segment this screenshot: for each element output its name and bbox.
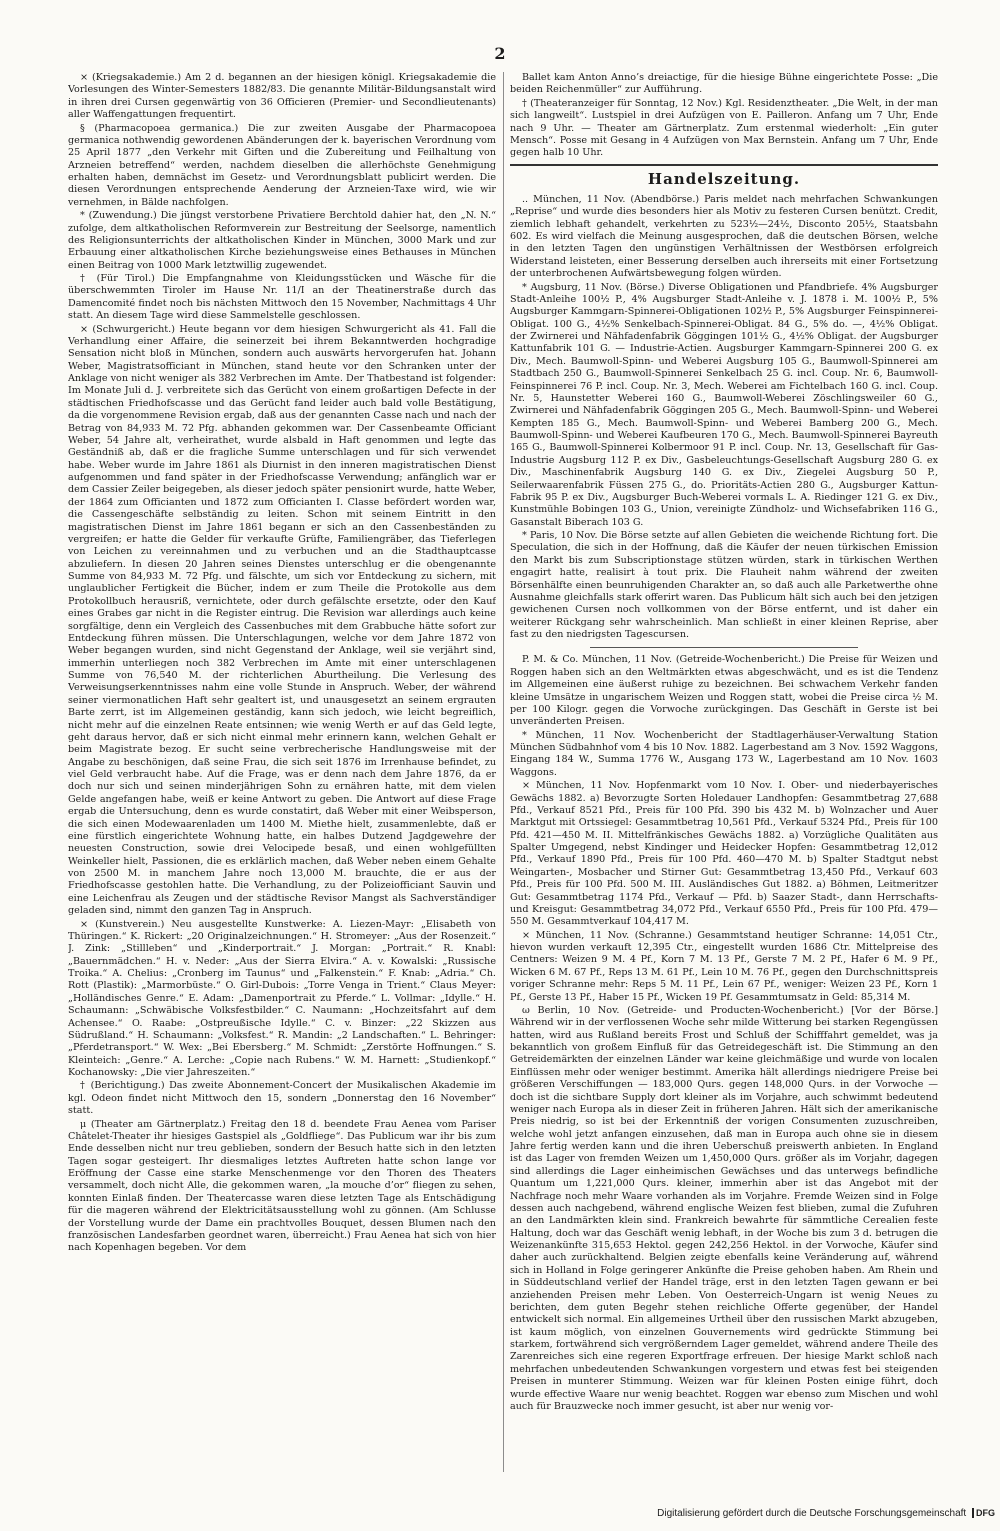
market-report: .. München, 11 Nov. (Abendbörse.) Paris meldet nach mehrfachen Schwankungen „Reprise“ und wurde dies besonders hier als Motiv zu festeren Cursen benützt. Credit, ziemlich lebhaft gehandelt, verkehrten zu 523½—24½, Disconto 205½, Staatsbahn 602. Es wird vielfach die Meinung ausgesprochen, daß die deutschen Börsen, welche in den letzten Tagen den ungünstigen Verhältnissen der Westbörsen erfolgreich Widerstand leisteten, einer Besserung derselben auch ihrerseits mit einer Fortsetzung der unterbrochenen Aufwärtsbewegung folgen würden.	[510, 193, 938, 280]
column-rule	[503, 72, 504, 1472]
article-paragraph: μ (Theater am Gärtnerplatz.) Freitag den 18 d. beendete Frau Aenea vom Pariser Châtelet-Theater ihr hiesiges Gastspiel als „Goldfliege“. Das Publicum war ihr bis zum Ende desselben nicht nur treu geblieben, sondern der Besuch hatte sich in den letzten Tagen sogar gesteigert. Ihr diesmaliges letztes Auftreten hatte schon lange vor Eröffnung der Casse eine starke Menschenmenge vor den Thoren des Theaters versammelt, doch nicht Alle, die gekommen waren, „la mouche d’or“ fliegen zu sehen, konnten Einlaß finden. Der Theatercasse waren diese letzten Tage als Entschädigung für die mageren während der Elektricitätsausstellung wohl zu gönnen. (Am Schlusse der Vorstellung wurde der Dame ein prachtvolles Bouquet, dessen Blumen nach den französischen Landesfarben geordnet waren, überreicht.) Frau Aenea hat sich von hier nach Kopenhagen begeben. Vor dem	[68, 1118, 496, 1254]
divider-rule	[590, 647, 858, 648]
article-paragraph: † (Berichtigung.) Das zweite Abonnement-Concert der Musikalischen Akademie im kgl. Odeon findet nicht Mittwoch den 15, sondern „Donnerstag den 16 November“ statt.	[68, 1080, 496, 1117]
market-reports-2	[510, 654, 938, 1413]
footer-text: Digitalisierung gefördert durch die Deutsche Forschungsgemeinschaft	[657, 1508, 967, 1519]
article-paragraph: † (Für Tirol.) Die Empfangnahme von Kleidungsstücken und Wäsche für die überschwemmten Tiroler im Hause Nr. 11/I an der Theatinerstraße durch das Damencomité findet noch bis nächsten Mittwoch den 15 November, Nachmittags 4 Uhr statt. An diesem Tage wird diese Sammelstelle geschlossen.	[68, 273, 496, 322]
section-heading: Handelszeitung.	[647, 169, 801, 188]
market-report: × München, 11 Nov. Hopfenmarkt vom 10 Nov. I. Ober- und niederbayerisches Gewächs 1882. a) Bevorzugte Sorten Holedauer Landhopfen: Gesammtbetrag 27,688 Pfd., Verkauf 8521 Pfd., Preis für 100 Pfd. 390 bis 432 M. b) Wolnzacher und Auer Marktgut mit Ortssiegel: Gesammtbetrag 10,561 Pfd., Verkauf 5324 Pfd., Preis für 100 Pfd. 421—450 M. II. Mittelfränkisches Gewächs 1882. a) Vorzügliche Qualitäten aus Spalter Umgegend, nebst Kindinger und Heidecker Hopfen: Gesammtbetrag 12,012 Pfd., Verkauf 1890 Pfd., Preis für 100 Pfd. 460—470 M. b) Spalter Stadtgut nebst Weingarten-, Mosbacher und Stirner Gut: Gesammtbetrag 13,450 Pfd., Verkauf 603 Pfd., Preis für 100 Pfd. 500 M. III. Ausländisches Gut 1882. a) Böhmen, Leitmeritzer Gut: Gesammtbetrag 1174 Pfd., Verkauf — Pfd. b) Saazer Stadt-, dann Herrschafts- und Kreisgut: Gesammtbetrag 34,072 Pfd., Verkauf 6550 Pfd., Preis für 100 Pfd. 479—550 M. Gesammtverkauf 104,417 M.	[510, 780, 938, 928]
market-report: * Augsburg, 11 Nov. (Börse.) Diverse Obligationen und Pfandbriefe. 4% Augsburger Stadt-Anleihe 100½ P., 4% Augsburger Stadt-Anleihe v. J. 1878 i. M. 100½ P., 5% Augsburger Kammgarn-Spinnerei-Obligationen 102½ P., 5% Augsburger Feinspinnerei-Obligat. 100 G., 4½% Senkelbach-Spinnerei-Obligat. 84 G., 5% do. —, 4½% Obligat. der Zwirnerei und Nähfadenfabrik Göggingen 101½ G., 4½% Obligat. der Augsburger Kattunfabrik 101 G. — Industrie-Actien. Augsburger Kammgarn-Spinnerei 200 G. ex Div., Mech. Baumwoll-Spinn- und Weberei Augsburg 105 G., Baumwoll-Spinnerei am Stadtbach 250 G., Baumwoll-Spinnerei Senkelbach 25 G. incl. Coup. Nr. 6, Baumwoll-Feinspinnerei 76 P. incl. Coup. Nr. 3, Mech. Weberei am Fichtelbach 160 G. incl. Coup. Nr. 5, Haunstetter Weberei 160 G., Baumwoll-Weberei Zöschlingsweiler 60 G., Zwirnerei und Nähfadenfabrik Göggingen 205 G., Mech. Baumwoll-Spinn- und Weberei Kempten 185 G., Mech. Baumwoll-Spinn- und Weberei Bamberg 200 G., Mech. Baumwoll-Spinn- und Weberei Kaufbeuren 170 G., Mech. Baumwoll-Spinnerei Bayreuth 165 G., Baumwoll-Spinnerei Kolbermoor 91 P. incl. Coup. Nr. 13, Gesellschaft für Gas-Industrie Augsburg 112 P. ex Div., Gasbeleuchtungs-Gesellschaft Augsburg 280 G. ex Div., Maschinenfabrik Augsburg 140 G. ex Div., Ziegelei Augsburg 50 P., Seilerwaarenfabrik Füssen 275 G., do. Prioritäts-Actien 280 G., Augsburger Kattun-Fabrik 95 P. ex Div., Augsburger Buch-Weberei vormals L. A. Riedinger 121 G. ex Div., Kunstmühle Bobingen 103 G., Union, vereinigte Zündholz- und Wichsefabriken 116 G., Gasanstalt Biberach 103 G.	[510, 281, 938, 528]
market-report: * München, 11 Nov. Wochenbericht der Stadtlagerhäuser-Verwaltung Station München Südbahnhof vom 4 bis 10 Nov. 1882. Lagerbestand am 3 Nov. 1592 Waggons, Eingang 184 W., Summa 1776 W., Ausgang 173 W., Lagerbestand am 10 Nov. 1603 Waggons.	[510, 729, 938, 778]
article-paragraph: † (Theateranzeiger für Sonntag, 12 Nov.) Kgl. Residenztheater. „Die Welt, in der man sich langweilt“. Lustspiel in drei Aufzügen von E. Pailleron. Anfang um 7 Uhr, Ende nach 9 Uhr. — Theater am Gärtnerplatz. Zum erstenmal wiederholt: „Ein guter Mensch“. Posse mit Gesang in 4 Aufzügen von Max Bernstein. Anfang um 7 Uhr, Ende gegen halb 10 Uhr.	[510, 97, 938, 159]
market-report: P. M. & Co. München, 11 Nov. (Getreide-Wochenbericht.) Die Preise für Weizen und Roggen haben sich an den Weltmärkten etwas abgeschwächt, und es ist die Tendenz im Allgemeinen eine äußerst ruhige zu bezeichnen. Bei schwachem Verkehr fanden kleine Umsätze in ungarischem Weizen und Roggen statt, wobei die Preise circa ½ M. per 100 Kilogr. gegen die Vorwoche zurückgingen. Das Geschäft in Gerste ist bei unveränderten Preisen.	[510, 654, 938, 728]
right-top-articles	[510, 72, 938, 160]
page-number: 2	[494, 44, 506, 63]
article-paragraph: § (Pharmacopoea germanica.) Die zur zweiten Ausgabe der Pharmacopoea germanica nothwendig gewordenen Abänderungen der k. bayerischen Verordnung vom 25 April 1877 „den Verkehr mit Giften und die Zubereitung und Feilhaltung von Arzneien betreffend“ werden, nachdem dieselben die allerhöchste Genehmigung erhalten haben, demnächst im Gesetz- und Verordnungsblatt publicirt werden. Die diesen Verordnungen entsprechende Aenderung der Arzneien-Taxe wird, wie wir vernehmen, in Bälde nachfolgen.	[68, 122, 496, 208]
article-paragraph: × (Schwurgericht.) Heute begann vor dem hiesigen Schwurgericht als 41. Fall die Verhandlung einer Affaire, die seinerzeit bei ihrem Bekanntwerden hochgradige Sensation nicht bloß in München, sondern auch auswärts hervorgerufen hat. Johann Weber, Magistratsofficiant in München, stand heute vor den Schranken unter der Anklage von nicht weniger als 382 Verbrechen im Amte. Der Thatbestand ist folgender: Im Monate Juli d. J. verbreitete sich das Gerücht von einem großartigen Defecte in der städtischen Friedhofscasse und das Gerücht fand leider auch bald volle Bestätigung, da die vorgenommene Revision ergab, daß aus der genannten Casse nach und nach der Betrag von 84,933 M. 72 Pfg. abhanden gekommen war. Der Cassenbeamte Officiant Weber, 54 Jahre alt, verheirathet, wurde alsbald in Haft genommen und legte das Geständniß ab, daß er die fragliche Summe unterschlagen und für sich verwendet habe. Weber wurde im Jahre 1861 als Diurnist in den inneren magistratischen Dienst aufgenommen und fand später in der Friedhofscasse Verwendung; anfänglich war er dem Cassier Zeiler beigegeben, als dieser jedoch später pensionirt wurde, hatte Weber, der 1864 zum Officianten und 1872 zum Officianten I. Classe befördert worden war, die Cassengeschäfte selbständig zu leiten. Schon mit seinem Eintritt in den magistratischen Dienst im Jahre 1861 begann er sich an den Cassenbeständen zu vergreifen; er hatte die Gelder für verkaufte Grüfte, Familiengräber, das Tieferlegen von Leichen zu vereinnahmen und zu verbuchen und an die Stadthauptcasse abzuliefern. In diesen 20 Jahren seines Dienstes unterschlug er die obengenannte Summe von 84,933 M. 72 Pfg. und fälschte, um sich vor Entdeckung zu sichern, mit unglaublicher Fertigkeit die Bücher, indem er zum Theile die Protokolle aus dem Protokollbuch herausriß, vernichtete, oder durch gefälschte ersetzte, oder den Kauf eines Grabes gar nicht in die Register eintrug. Die Revision war allerdings auch keine sorgfältige, denn ein Vergleich des Cassenbuches mit dem Grabbuche hätte sofort zur Entdeckung führen müssen. Die Unterschlagungen, welche vor dem Jahre 1872 von Weber begangen wurden, sind nicht Gegenstand der Anklage, weil sie verjährt sind, immerhin unterliegen noch 382 Verbrechen im Amte mit einer unterschlagenen Summe von 76,540 M. der richterlichen Aburtheilung. Die Verlesung des Verweisungserkenntnisses nahm eine volle Stunde in Anspruch. Weber, der während seiner viermonatlichen Haft sehr gealtert ist, und unausgesetzt an seinem ergrauten Barte zerrt, ist im Allgemeinen geständig, kann sich jedoch, wie leicht begreiflich, nicht mehr auf die einzelnen Reate entsinnen; wie wenig Werth er auf das Geld legte, geht daraus hervor, daß er sich nicht einmal mehr erinnern kann, welchen Gehalt er beim Magistrate bezog. Er sucht seine verbrecherische Handlungsweise mit der Angabe zu beschönigen, daß seine Frau, die sich seit 1876 im Irrenhause befindet, zu viel Geld verbraucht habe. Auf die Frage, was er denn nach dem Jahre 1876, da er doch nur sich und seinen minderjährigen Sohn zu ernähren hatte, mit dem vielen Gelde angefangen habe, weiß er keine Antwort zu geben. Die Antwort auf diese Frage ergab die Untersuchung, denn es wurde constatirt, daß Weber mit einer Weibsperson, die sich einen Modewaarenladen um 1400 M. Miethe hielt, zusammenlebte, daß er eine fürstlich eingerichtete Wohnung hatte, ein halbes Dutzend Jagdgewehre der neuesten Construction, sowie drei Velocipede besaß, und einen wohlgefüllten Weinkeller hielt, Passionen, die es erklärlich machen, daß Weber neben einem Gehalte von 2500 M. in manchem Jahre noch 13,000 M. brauchte, die er aus der Friedhofscasse gestohlen hatte. Die Verhandlung, zu der Polizeiofficiant Sauvin und eine Leichenfrau als Zeugen und der städtische Revisor Mangst als Sachverständiger geladen sind, nimmt den ganzen Tag in Anspruch.	[68, 323, 496, 917]
article-paragraph: * (Zuwendung.) Die jüngst verstorbene Privatiere Berchtold dahier hat, den „N. N.“ zufolge, dem altkatholischen Reformverein zur Bestreitung der Seelsorge, namentlich des Religionsunterrichts der altkatholischen Kinder in München, 3000 Mark und zur Erbauung einer altkatholischen Kirche beziehungsweise eines Bethauses in München einen Beitrag von 1000 Mark letztwillig zugewendet.	[68, 210, 496, 271]
article-paragraph: Ballet kam Anton Anno’s dreiactige, für die hiesige Bühne eingerichtete Posse: „Die beiden Reichenmüller“ zur Aufführung.	[510, 72, 938, 96]
right-column	[510, 72, 938, 1477]
left-column	[68, 72, 496, 1477]
market-report: × München, 11 Nov. (Schranne.) Gesammtstand heutiger Schranne: 14,051 Ctr., hievon wurden verkauft 12,395 Ctr., eingestellt wurden 1686 Ctr. Mittelpreise des Centners: Weizen 9 M. 4 Pf., Korn 7 M. 13 Pf., Gerste 7 M. 2 Pf., Hafer 6 M. 9 Pf., Wicken 6 M. 67 Pf., Reps 13 M. 61 Pf., Lein 10 M. 76 Pf., gegen den Durchschnittspreis voriger Schranne mehr: Reps 5 M. 11 Pf., Lein 67 Pf., weniger: Weizen 23 Pf., Korn 1 Pf., Gerste 13 Pf., Haber 15 Pf., Wicken 19 Pf. Gesammtumsatz in Geld: 85,314 M.	[510, 929, 938, 1003]
market-report: * Paris, 10 Nov. Die Börse setzte auf allen Gebieten die weichende Richtung fort. Die Speculation, die sich in der Hoffnung, daß die Käufer der neuen türkischen Emission den Markt bis zum Subscriptionstage stützen würden, stark in türkischen Werthen engagirt hatte, realisirt à tout prix. Die Flauheit nahm während der zweiten Börsenhälfte einen beunruhigenden Charakter an, so daß auch alle Parketwerthe ohne Ausnahme gleichfalls stark offerirt waren. Das Publicum hält sich auch bei den jetzigen gewichenen Cursen noch vollkommen von der Börse entfernt, und ist daher ein weiterer Rückgang sehr wahrscheinlich. Man schließt in einer kleinen Reprise, aber fast zu den niedrigsten Tagescursen.	[510, 530, 938, 641]
footer	[0, 1508, 995, 1519]
section-rule	[510, 164, 938, 166]
article-paragraph: × (Kunstverein.) Neu ausgestellte Kunstwerke: A. Liezen-Mayr: „Elisabeth von Thüringen.“ K. Rickert: „20 Originalzeichnungen.“ H. Stromeyer: „Aus der Rosenzeit.“ J. Zink: „Stillleben“ und „Kinderportrait.“ J. Morgan: „Portrait.“ R. Knabl: „Bauernmädchen.“ H. v. Neder: „Aus der Sierra Elvira.“ A. v. Kowalski: „Russische Troika.“ A. Chelius: „Cronberg im Taunus“ und „Falkenstein.“ F. Knab: „Adria.“ Ch. Rott (Plastik): „Marmorbüste.“ O. Girl-Dubois: „Torre Venga in Trient.“ Claus Meyer: „Holländisches Genre.“ E. Adam: „Damenportrait zu Pferde.“ L. Vollmar: „Idylle.“ H. Schaumann: „Schwäbische Volksfestbilder.“ C. Naumann: „Hochzeitsfahrt auf dem Achensee.“ O. Raabe: „Ostpreußische Idylle.“ C. v. Binzer: „22 Skizzen aus Südrußland.“ H. Schaumann: „Volksfest.“ R. Mandin: „2 Landschaften.“ L. Behringer: „Pferdetransport.“ W. Wex: „Bei Ebersberg.“ M. Schmidt: „Zerstörte Hoffnungen.“ S. Kleinteich: „Genre.“ A. Lerche: „Copie nach Rubens.“ W. M. Harnett: „Studienkopf.“ Kochanowsky: „Die vier Jahreszeiten.“	[68, 918, 496, 1078]
market-report: ω Berlin, 10 Nov. (Getreide- und Producten-Wochenbericht.) [Vor der Börse.] Während wir in der verflossenen Woche sehr milde Witterung bei starken Regengüssen hatten, wird aus Rußland bereits Frost und Schluß der Schifffahrt gemeldet, was ja bekanntlich von großem Einfluß für das Getreidegeschäft ist. Die Stimmung an den Getreidemärkten der einzelnen Länder war keine gleichmäßige und wurde von localen Einflüssen mehr oder weniger bestimmt. Amerika hält allerdings niedrigere Preise bei größeren Verschiffungen — 183,000 Qurs. gegen 148,000 Qurs. in der Vorwoche — doch ist die sichtbare Supply dort kleiner als im Vorjahre, auch schwimmt bedeutend weniger nach Europa als in dieser Zeit in früheren Jahren. Hält sich der amerikanische Preis niedrig, so ist bei der Erkenntniß der vorigen Consumenten zuzuschreiben, welche wohl jetzt anfangen einzusehen, daß man in Europa auch ohne sie in diesem Jahre fertig werden kann und die ihren Ueberschuß preiswerth anbieten. In England ist das Lager von fremden Weizen um 1,450,000 Qurs. größer als im Vorjahr, dagegen sind allerdings die Lager einheimischen Gewächses und das unterwegs befindliche Quantum um 1,221,000 Qurs. kleiner, immerhin aber ist das Angebot mit der Nachfrage noch mehr Waare vorhanden als im Vorjahre. Fremde Weizen sind in Folge dessen auch nachgebend, während englische Weizen fest blieben, zumal die Zufuhren an den Landmärkten klein sind. Frankreich bewahrte für sämmtliche Cerealien feste Haltung, doch war das Geschäft wenig lebhaft, in der Woche bis zum 3 d. betrugen die Weizenankünfte 315,653 Hektol. gegen 242,256 Hektol. in der Vorwoche, Käufer sind daher auch zurückhaltend. Belgien zeigte ebenfalls keine Veränderung auf, während sich in Holland in Folge geringerer Ankünfte die Preise gehoben haben. Am Rhein und in Süddeutschland verlief der Handel träge, erst in den letzten Tagen gewann er bei anziehenden Preisen mehr Leben. Von Oesterreich-Ungarn ist wenig Neues zu berichten, dem guten Begehr stehen reichliche Offerte gegenüber, der Handel entwickelt sich normal. Ein allgemeines Urtheil über den russischen Markt abzugeben, ist kaum möglich, von einzelnen Gouvernements wird gedrückte Stimmung bei starkem, fortwährend sich vergrößerndem Lager gemeldet, während andere Theile des Zarenreiches sich eine regeren Exportfrage erfreuen. Der hiesige Markt schloß nach mehrfachen unbedeutenden Schwankungen vorgestern und etwas fest bei steigenden Preisen in munterer Stimmung. Weizen war für kleinen Posten einige führt, doch wurde effective Waare nur wenig beachtet. Roggen war ebenso zum Mischen und wohl auch für Brauzwecke noch immer gesucht, ist aber nur wenig vor-	[510, 1004, 938, 1412]
dfg-logo: DFG	[972, 1508, 995, 1518]
market-reports-1	[510, 194, 938, 642]
article-paragraph: × (Kriegsakademie.) Am 2 d. begannen an der hiesigen königl. Kriegsakademie die Vorlesungen des Winter-Semesters 1882/83. Die genannte Militär-Bildungsanstalt wird in ihren drei Cursen gegenwärtig von 36 Officieren (Premier- und Secondlieutenants) aller Waffengattungen frequentirt.	[68, 72, 496, 121]
